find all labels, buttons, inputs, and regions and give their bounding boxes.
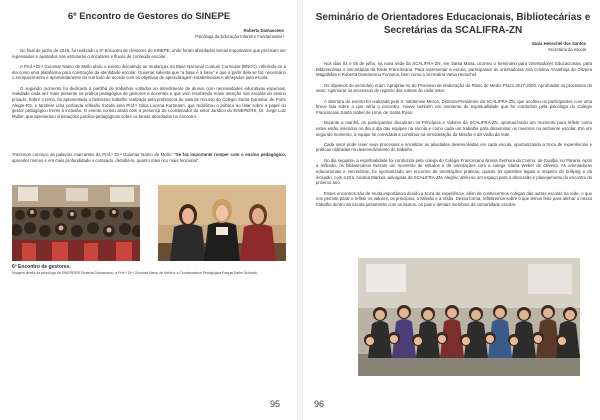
right-author-role: Secretária da escola: [547, 47, 586, 52]
left-author-name: Roberta Damasceno: [243, 28, 284, 33]
right-page: [304, 0, 600, 420]
left-quote: [12, 152, 286, 163]
right-paragraph: Os objetivos do seminário eram: Apropriar-se do Processo de elaboração do Plano de Médio Prazo 2017-2020; Aprofundar os processos do setor; Aprimorar os processos de registro das rotinas de cada setor.: [316, 82, 592, 94]
spine-gutter: [297, 0, 303, 420]
right-page-title: Seminário de Orientadores Educacionais, Bibliotecárias e Secretárias da SCALIFRA-ZN: [315, 12, 591, 36]
left-page: [0, 0, 296, 420]
right-paragraph: No dia seguinte, a espiritualidade foi conduzida pela colega do Colégio Franciscano Nossa Senhora do Carmo, de Guaíba, no Paraná. Após a reflexão, os bibliotecários tiveram um momento de estudos e de orientações com a colega Glaíra Weber de Oliveira. As orientadoras educacionais e secretárias, foi oportunizado um encontro de orientações práticas, quanto às questões legais a respeito do bullying e da inclusão, com a Dra. Andrea Markus, advogada da SCALIFRA-ZN. Alegrar, abriu-se um espaço para a discussão e planejamento do encontro do próximo ano.: [316, 157, 592, 186]
left-paragraph: A Prof.ª Dr.ª Guiomar Namo de Mello abriu o evento discutindo as mudanças na Base Nacional Comum Curricular (BNCC), referindo-se a ela como uma plataforma para construção da identidade escolar. Guiomar salienta que “a base é a base” e que a partir dela se faz necessário o enriquecimento e aprofundamento do currículo de acordo com os objetivos de aprendizagem estabelecidos e almejados pela escola.: [12, 63, 286, 81]
right-paragraph: Nos dias 04 e 05 de julho, na nova sede da SCALIFRA-ZN, em Santa Maria, ocorreu o Seminário para Orientadores Educacionais, para Bibliotecárias e Secretárias da Rede Franciscana. Para representar a escola, participaram as orientadoras Ana Cristina Azambuja de Oliveira Magalhães e Roberta Damasceno Fonseca, bem como a secretária Vania Henschel.: [316, 61, 592, 78]
right-paragraph: Esses encontros são de muita importância devido a troca de experiência, além de conhecermos colegas das outras escolas da rede, o que nos permite parar e refletir os valores, os princípios, a Missão e a Visão. Dessa forma, refletiremos sobre o que temos feito para alinhar o nosso trabalho dentro da escola juntamente com os alunos, os pais e demais membros da comunidade escolar.: [316, 190, 592, 208]
page-number-left: 95: [270, 399, 281, 409]
photo-caption-text: Imagem direita da psicóloga da SINEPE/RS Roberta Damasceno, a Prof.ª Dr.ª Guiomar Namo de Mello e a Coordenadora Pedagógica Raquel Belim Schmidt.: [12, 271, 258, 275]
seminar-group-photo: [358, 258, 580, 376]
quote-bold: “Se faz importante romper com o ensino pedagógico,: [173, 152, 286, 157]
left-author-role: Psicóloga da Educação Infantil e Fundamental I: [195, 34, 284, 39]
right-article-body: [316, 61, 592, 212]
photo-caption-title: 6º Encontro de gestores.: [12, 264, 71, 270]
left-paragraph: O segundo momento foi dedicado à partilha de trabalhos voltados ao atendimento de alunos com necessidades educativas especiais, realidade cada vez mais presente na prática pedagógica de gestores e docentes e que vem recebendo maior atenção nas escolas do ensino privado. Sobre o tema, foi apresentado o belíssimo trabalho realizado pela professora de sala de recurso do Colégio Santa Dorotéia, de Porto Alegre-RS, e também uma profunda reflexão trazida pela Prof.ª Gilca Lucena Kortmann, que mobilizou o público ao falar sobre o papel do gestor pedagógico frente à inclusão. O evento contou ainda com a presença do coordenador do setor Jurídico do SINEPE/RS, Dr. Jorge Luiz Muller, que apresentou orientações jurídico-pedagógicas sobre os temas abordados no encontro.: [12, 85, 286, 120]
left-article-body: [12, 48, 286, 124]
audience-photo: [12, 185, 140, 261]
right-paragraph: A abertura do evento foi realizada pela Ir. Valdemise Meron, Diretora-Presidente da SCALIFRA-ZN, que acolheu os participantes com uma breve fala sobre o que seria o encontro. Houve também um momento de espiritualidade que foi conduzido pela psicóloga do Colégio Franciscano Santa Isabel de Lima, de Santa Rosa.: [316, 98, 592, 115]
guests-photo: [158, 185, 286, 261]
quote-rest: aprender menos e em mais profundidade o conteúdo, detalhá-lo, quanto mais rico mais funcional”.: [12, 157, 200, 163]
left-page-title: 6º Encontro de Gestores do SINEPE: [67, 11, 231, 22]
right-author-name: Vania Henschel dos Santos: [531, 41, 586, 46]
left-page-byline: [195, 28, 284, 40]
quote-intro: Trazemos conosco as palavras marcantes da Prof.ª Dr.ª Guiomar Namo de Mello:: [12, 152, 174, 157]
right-page-byline: [532, 41, 586, 53]
right-paragraph: Cada setor pode rever seus processos e socializar as atividades desenvolvidas em cada escola, oportunizando a troca de experiências e práticas utilizadas no desenvolvimento do trabalho.: [316, 141, 592, 153]
right-paragraph: Durante a manhã, os participantes discutiram os Princípios e Valores da SCALIFRA-ZN, oportunizando um momento para refletir como estes estão inseridos no dia a dia das equipes na escola e como cada um trabalha para disseminar os mesmos no ambiente escolar. Em um segundo momento, a equipe foi convidada a contribuir na remodelação da Missão e da Visão da rede.: [316, 120, 592, 137]
left-paragraph: No final de junho de 2016, foi realizado o 6º Encontro de Gestores do SINEPE, onde foram abordados temas importantes que precisam ser repensados e ajustados nas estruturas curriculares e fluxos de conteúdo escolar.: [12, 48, 286, 59]
page-number-right: 96: [314, 399, 325, 409]
